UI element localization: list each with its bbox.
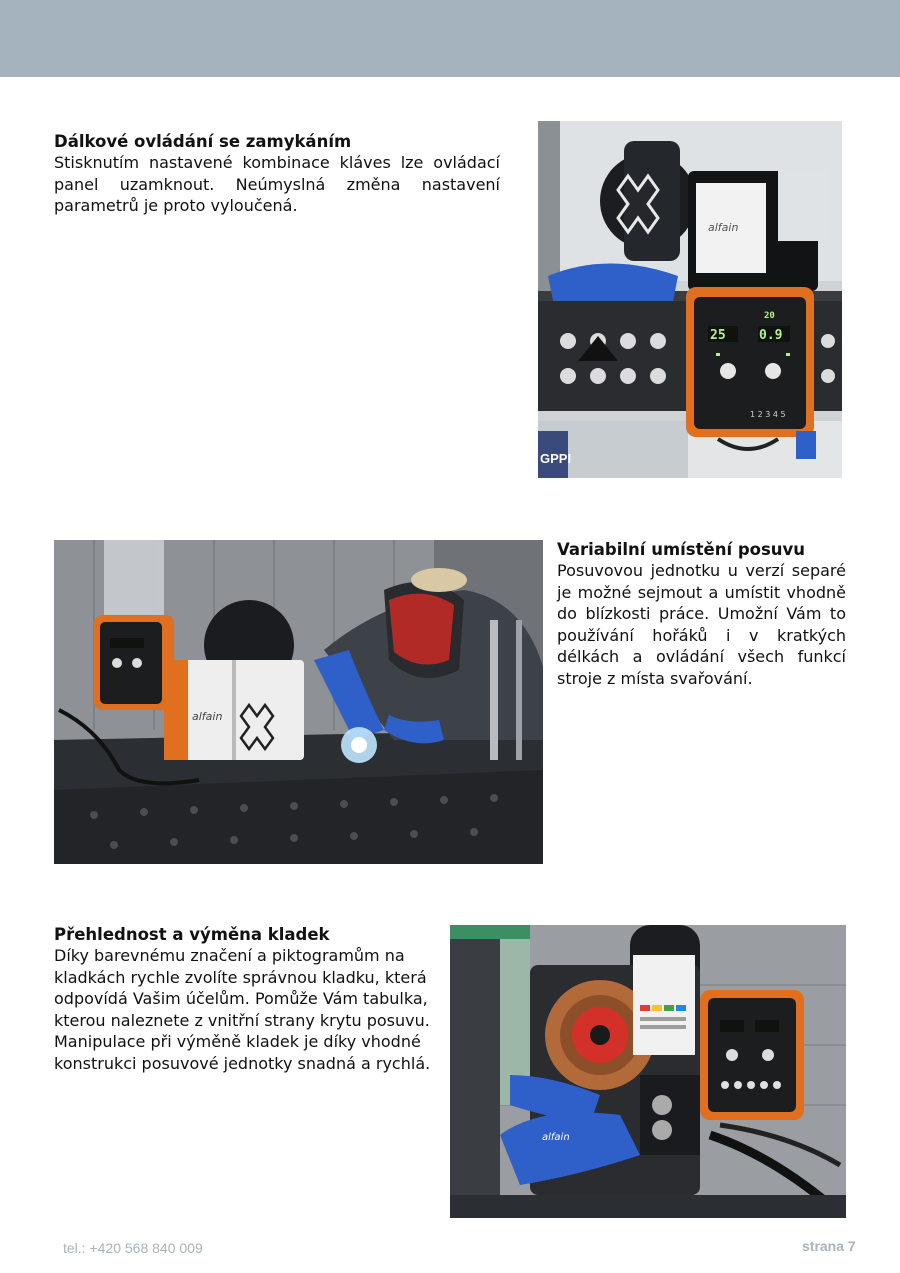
- header-band: [0, 0, 900, 77]
- panel-scale: 1 2 3 4 5: [750, 410, 786, 419]
- brand-label-welder: alfain: [192, 710, 223, 723]
- brand-label: alfain: [708, 221, 739, 234]
- section-body-variable-feeder: Posuvovou jednotku u verzí separé je možné sejmout a umístit vhodně do blízkosti práce. Umožní Vám to používání hořáků i v kratkých délkách a ovládání všech funkcí stroje z místa svařování.: [557, 561, 846, 688]
- photo-roller-exchange: [450, 925, 846, 1218]
- display-top: 20: [764, 311, 775, 321]
- photo-remote-control-panel: [538, 121, 842, 478]
- section-body-rollers: Díky barevnému značení a piktogramům na kladkách rychle zvolíte správnou kladku, která odpovídá Vašim účelům. Pomůže Vám tabulka, kterou naleznete z vnitřní strany krytu posuvu. Manipulace při výměně kladek je díky vhodné konstrukci posuvové jednotky snadná a rychlá.: [54, 946, 431, 1073]
- section-title-remote-lock: Dálkové ovládání se zamykáním: [54, 132, 352, 151]
- display-left: 25: [710, 328, 726, 343]
- photo-welder-at-work: [54, 540, 543, 864]
- section-title-rollers: Přehlednost a výměna kladek: [54, 925, 330, 944]
- footer-phone: tel.: +420 568 840 009: [63, 1240, 203, 1256]
- brand-label-glove: alfain: [542, 1132, 570, 1143]
- section-title-variable-feeder: Variabilní umístění posuvu: [557, 540, 806, 559]
- section-body-remote-lock: Stisknutím nastavené kombinace kláves lze ovládací panel uzamknout. Neúmyslná změna nastavení parametrů je proto vyloučená.: [54, 153, 500, 215]
- wall-text: GPPI: [540, 451, 572, 466]
- footer-page-number: strana 7: [802, 1238, 856, 1254]
- display-right: 0.9: [759, 328, 783, 343]
